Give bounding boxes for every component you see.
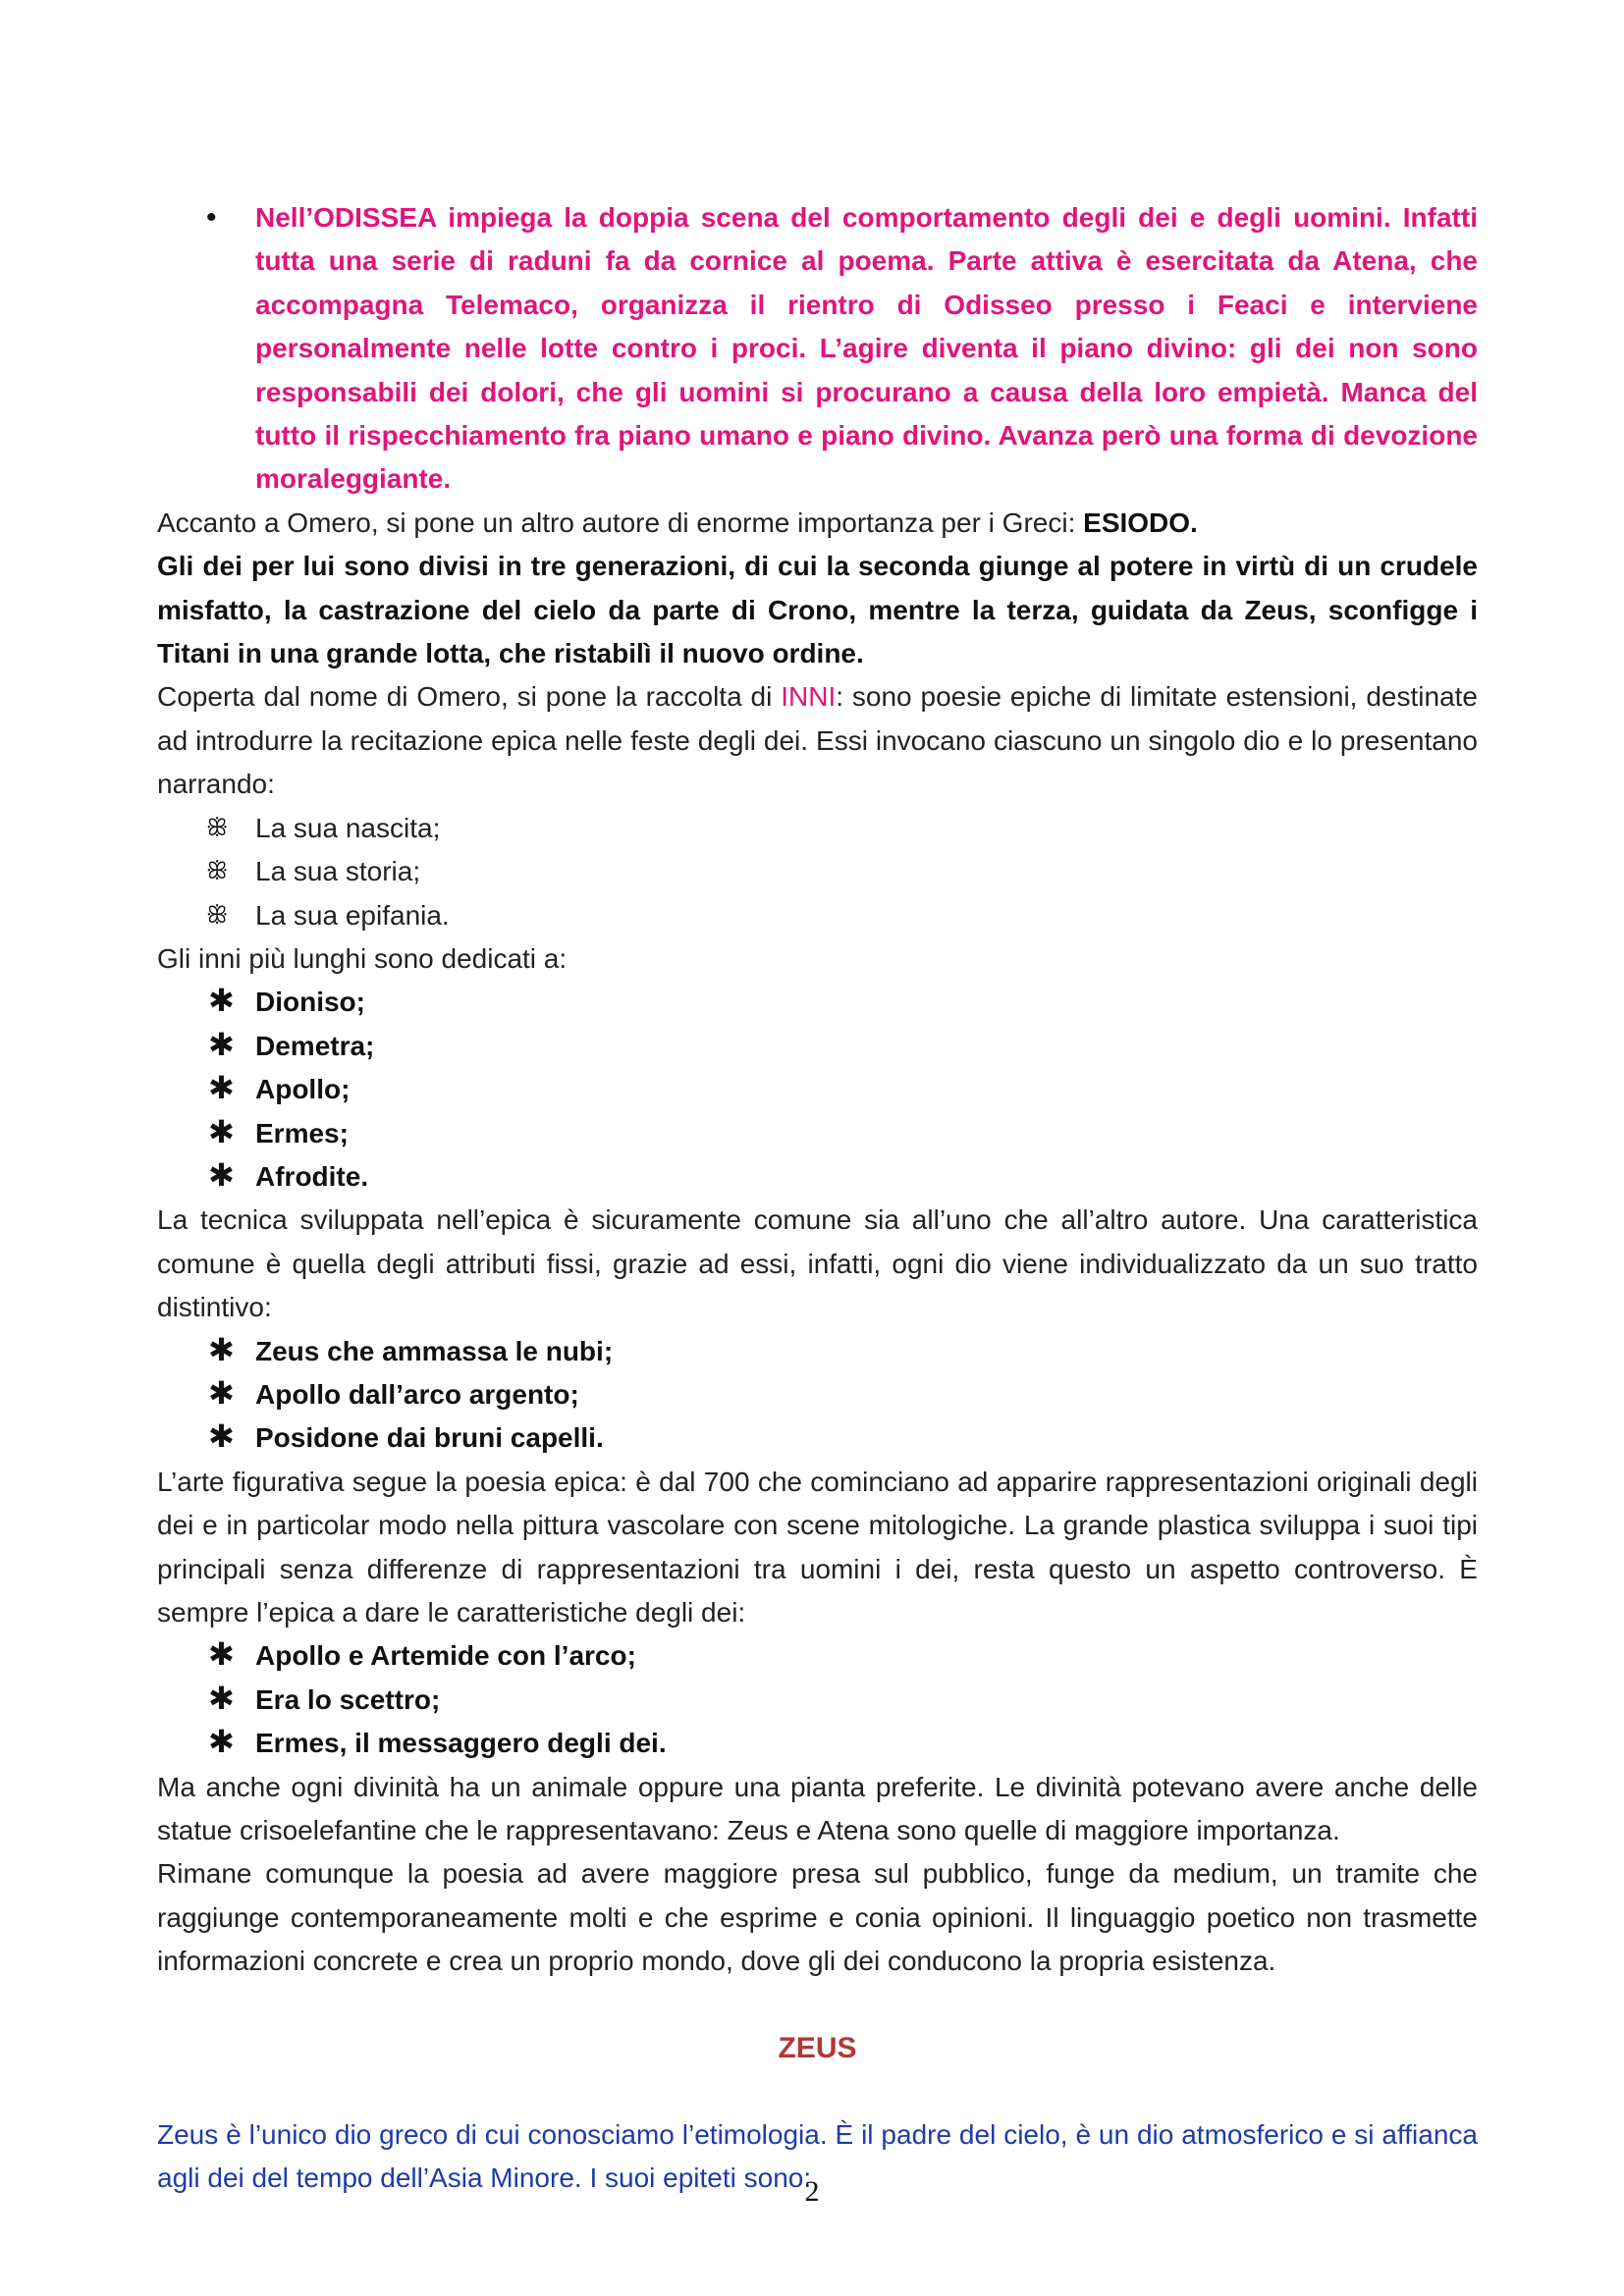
asterisk-icon: ✱ [208,1680,235,1716]
list-item-text: La sua epifania. [255,899,450,931]
attributes-list [157,1634,1478,1765]
list-item [157,1155,1478,1199]
fleuron-icon: ꕥ [206,858,229,885]
inni-list [157,807,1478,937]
list-item [157,894,1478,937]
list-item-text: La sua nascita; [255,812,441,843]
inni-paragraph [157,675,1478,806]
esiodo-name: ESIODO. [1083,507,1198,538]
technique-paragraph: La tecnica sviluppata nell’epica è sicuramente comune sia all’uno che all’altro autore. Una caratteristica comune è quella degli attributi fissi, grazie ad essi, infatti, ogni dio viene individualizzato da un suo tratto distintivo: [157,1204,1478,1323]
list-item [157,1068,1478,1111]
list-item-text: Zeus che ammassa le nubi; [255,1335,614,1366]
odyssey-list [157,196,1478,502]
fleuron-icon: ꕥ [206,901,229,929]
list-item [157,1416,1478,1460]
figurative-paragraph: L’arte figurativa segue la poesia epica: è dal 700 che cominciano ad apparire rappresentazioni originali degli dei e in particolar modo nella pittura vascolare con scene mitologiche. La grande plastica sviluppa i suoi tipi principali senza differenze di rappresentazioni tra uomini i dei, resta questo un aspetto controverso. È sempre l’epica a dare le caratteristiche degli dei: [157,1466,1478,1628]
zeus-heading: ZEUS [778,2031,857,2064]
asterisk-icon: ✱ [208,1156,235,1193]
asterisk-icon: ✱ [208,1418,235,1455]
inni-keyword: INNI [781,681,837,713]
list-item-text: Era lo scettro; [255,1683,441,1715]
bullet-icon: • [206,201,217,234]
asterisk-icon: ✱ [208,1636,235,1673]
list-item [157,981,1478,1024]
page-content [157,196,1478,2201]
longest-hymns-intro: Gli inni più lunghi sono dedicati a: [157,942,568,974]
esiodo-generations-paragraph: Gli dei per lui sono divisi in tre generazioni, di cui la seconda giunge al potere in virtù di un crudele misfatto, la castrazione del cielo da parte di Crono, mentre la terza, guidata da Zeus, sconfigge i Titani in una grande lotta, che ristabilì il nuovo ordine. [157,551,1478,669]
asterisk-icon: ✱ [208,1724,235,1760]
asterisk-icon: ✱ [208,1113,235,1149]
list-item-text: Dioniso; [255,987,365,1018]
longest-hymns-list [157,981,1478,1199]
list-item-text: Posidone dai bruni capelli. [255,1422,604,1454]
list-item-text: Ermes, il messaggero degli dei. [255,1728,667,1759]
esiodo-intro: Accanto a Omero, si pone un altro autore di enorme importanza per i Greci: [157,507,1084,538]
inni-before: Coperta dal nome di Omero, si pone la raccolta di [157,681,782,713]
poetry-paragraph: Rimane comunque la poesia ad avere maggiore presa sul pubblico, funge da medium, un tramite che raggiunge contemporaneamente molti e che esprime e conia opinioni. Il linguaggio poetico non trasmette informazioni concrete e crea un proprio mondo, dove gli dei conducono la propria esistenza. [157,1858,1478,1977]
asterisk-icon: ✱ [208,983,235,1019]
list-item [157,1025,1478,1068]
list-item-text: Apollo dall’arco argento; [255,1378,579,1410]
asterisk-icon: ✱ [208,1026,235,1062]
list-item-text: Apollo; [255,1074,351,1105]
fleuron-icon: ꕥ [206,814,229,841]
esiodo-intro-paragraph [157,502,1478,545]
list-item [157,1112,1478,1155]
list-item [157,1722,1478,1765]
list-item-text: Apollo e Artemide con l’arco; [255,1640,636,1672]
inni-after: : sono poesie epiche di limitate estensioni, destinate ad introdurre la recitazione epica nelle feste degli dei. Essi invocano ciascuno un singolo dio e lo presentano narrando: [157,681,1478,800]
animals-paragraph: Ma anche ogni divinità ha un animale oppure una pianta preferite. Le divinità potevano avere anche delle statue crisoelefantine che le rappresentavano: Zeus e Atena sono quelle di maggiore importanza. [157,1771,1478,1846]
list-item [157,1373,1478,1416]
odyssey-text: Nell’ODISSEA impiega la doppia scena del comportamento degli dei e degli uomini. Infatti tutta una serie di raduni fa da cornice al poema. Parte attiva è esercitata da Atena, che accompagna Telemaco, organizza il rientro di Odisseo presso i Feaci e interviene personalmente nelle lotte contro i proci. L’agire diventa il piano divino: gli dei non sono responsabili dei dolori, che gli uomini si procurano a causa della loro empietà. Manca del tutto il rispecchiamento fra piano umano e piano divino. Avanza però una forma di devozione moraleggiante. [255,202,1478,495]
list-item-text: Ermes; [255,1117,349,1148]
list-item [157,196,1478,502]
list-item [157,850,1478,893]
list-item [157,807,1478,850]
zeus-paragraph: Zeus è l’unico dio greco di cui conosciamo l’etimologia. È il padre del cielo, è un dio atmosferico e si affianca agli dei del tempo dell’Asia Minore. I suoi epiteti sono: [157,2119,1478,2194]
list-item-text: Afrodite. [255,1160,369,1192]
list-item [157,1634,1478,1678]
list-item [157,1679,1478,1722]
asterisk-icon: ✱ [208,1374,235,1411]
list-item-text: Demetra; [255,1030,375,1061]
asterisk-icon: ✱ [208,1070,235,1106]
page-number: 2 [804,2175,820,2208]
list-item-text: La sua storia; [255,856,421,887]
epithets-list [157,1330,1478,1461]
list-item [157,1330,1478,1373]
asterisk-icon: ✱ [208,1331,235,1367]
